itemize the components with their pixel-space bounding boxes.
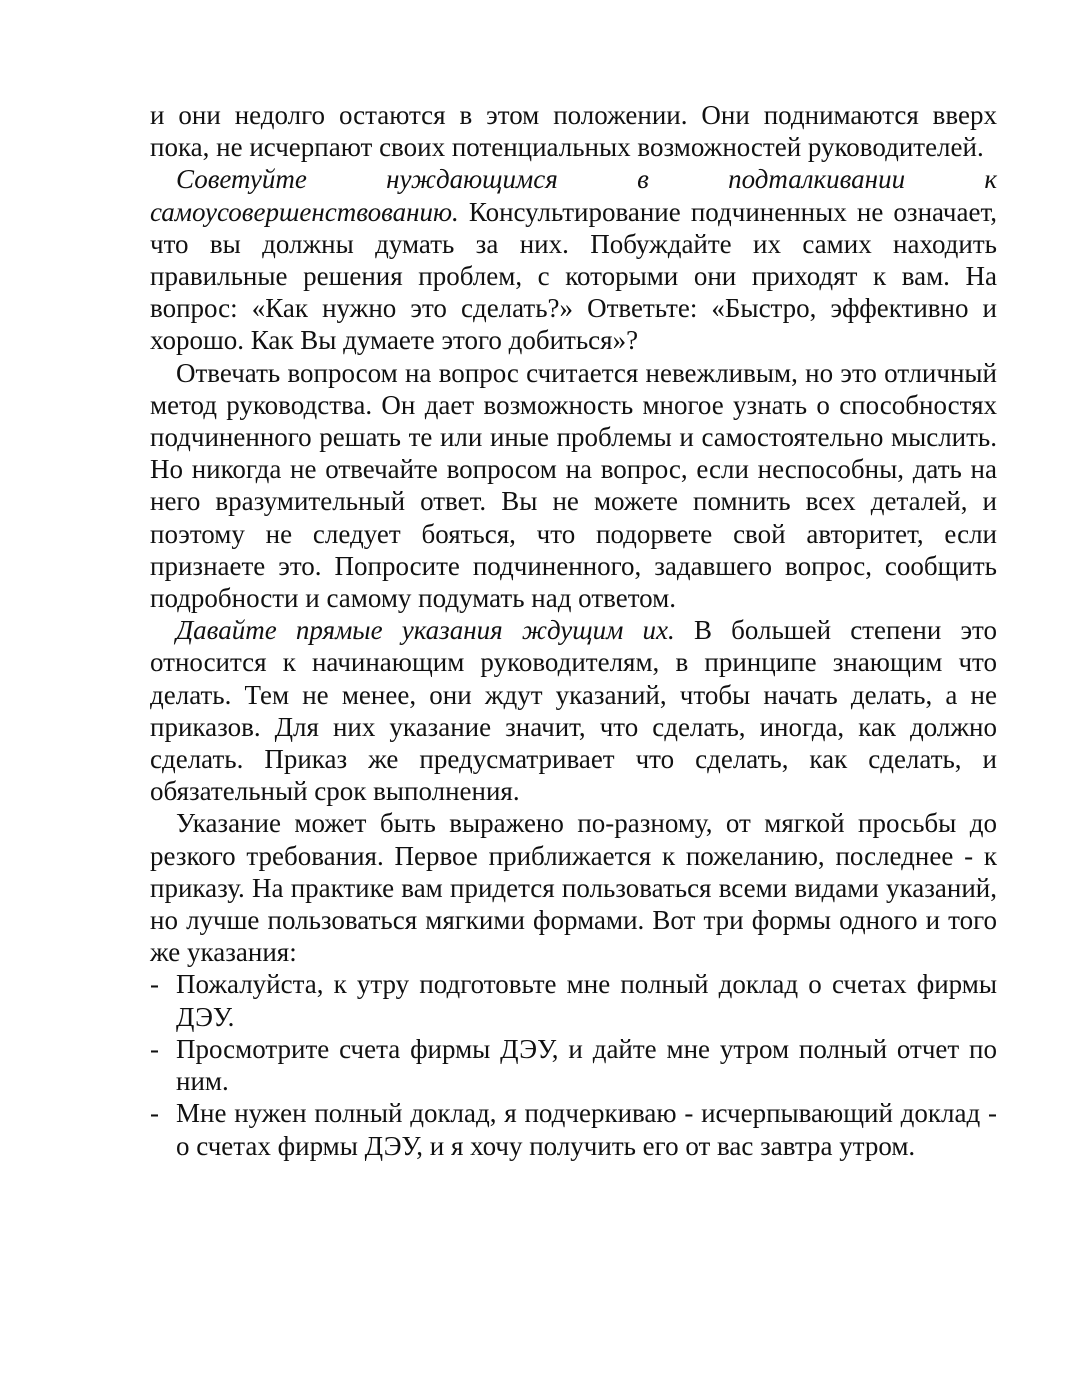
- list-item: [150, 1097, 997, 1161]
- paragraph-text: В большей степени это относится к начинающим руководителям, в принципе знающим что делать. Тем не менее, они ждут указаний, чтобы начать делать, а не приказов. Для них указание значит, что сделать, иногда, как должно сделать. Приказ же предусматривает что сделать, как сделать, и обязательный срок выполнения.: [150, 615, 997, 807]
- paragraph-heading-italic: Советуйте нуждающимся в подталкивании к самоусовершенствованию.: [150, 164, 997, 227]
- list-dash: -: [150, 1098, 159, 1129]
- paragraph-text: Консультирование подчиненных не означает, что вы должны думать за них. Побуждайте их самих находить правильные решения проблем, с которыми они приходят к вам. На вопрос: «Как нужно это сделать?» Ответьте: «Быстро, эффективно и хорошо. Как Вы думаете этого добиться»?: [150, 196, 997, 356]
- list-dash: -: [150, 1033, 159, 1064]
- paragraph-text: и они недолго остаются в этом положении. Они поднимаются вверх пока, не исчерпают своих потенциальных возможностей руководителей.: [150, 100, 997, 163]
- paragraph-heading-italic: Давайте прямые указания ждущим их.: [176, 615, 675, 646]
- paragraph-instruction-forms: [150, 807, 997, 968]
- paragraph-advise: [150, 163, 997, 356]
- list-item-text: Пожалуйста, к утру подготовьте мне полный доклад о счетах фирмы ДЭУ.: [176, 969, 997, 1032]
- instruction-list: [150, 968, 997, 1161]
- paragraph-text: Указание может быть выражено по-разному, от мягкой просьбы до резкого требования. Первое приближается к пожеланию, последнее - к приказу. На практике вам придется пользоваться всеми видами указаний, но лучше пользоваться мягкими формами. Вот три формы одного и того же указания:: [150, 808, 997, 968]
- paragraph-direct-instructions: [150, 614, 997, 807]
- list-item: [150, 1033, 997, 1097]
- document-page: [150, 99, 997, 1162]
- list-dash: -: [150, 969, 159, 1000]
- list-item-text: Просмотрите счета фирмы ДЭУ, и дайте мне утром полный отчет по ним.: [176, 1033, 997, 1097]
- paragraph-answer-question: [150, 357, 997, 615]
- paragraph-continuation: [150, 99, 997, 163]
- paragraph-text: Отвечать вопросом на вопрос считается невежливым, но это отличный метод руководства. Он дает возможность многое узнать о способностях подчиненного решать те или иные проблемы и самостоятельно мыслить. Но никогда не отвечайте вопросом на вопрос, если неспособны, дать на него вразумительный ответ. Вы не можете помнить всех деталей, и поэтому не следует бояться, что подорвете свой авторитет, если признаете это. Попросите подчиненного, задавшего вопрос, сообщить подробности и самому подумать над ответом.: [150, 357, 997, 614]
- list-item-text: Мне нужен полный доклад, я подчеркиваю - исчерпывающий доклад - о счетах фирмы ДЭУ, и я хочу получить его от вас завтра утром.: [176, 1098, 997, 1161]
- list-item: [150, 968, 997, 1032]
